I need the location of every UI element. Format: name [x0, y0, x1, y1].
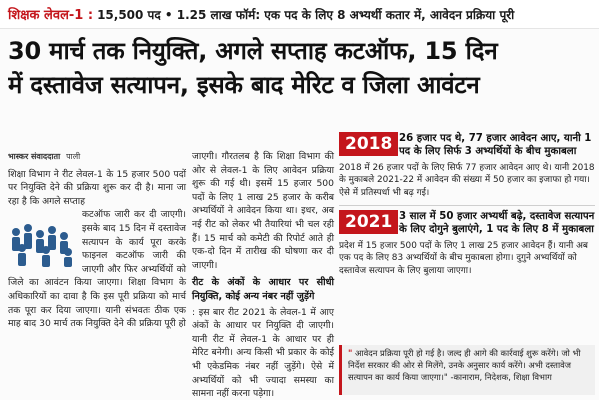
year-2021-body: प्रदेश में 15 हजार 500 पदों के लिए 1 लाख 25 हजार आवेदन हैं। यानी अब एक पद के लिए 83 अभ्यर्थियों के बीच मुकाबला होगा। दुगुने अभ्यर्थियों को दस्तावेज सत्यापन के लिए बुलाया जाएगा। [339, 241, 588, 276]
article-column-left [8, 150, 186, 395]
top-strip [0, 0, 599, 29]
year-box-2021 [339, 210, 595, 338]
year-badge-2018: 2018 [339, 132, 398, 156]
article-paragraph-2: कटऑफ जारी कर दी जाएगी। इसके बाद 15 दिन में दस्तावेज सत्यापन के कार्य पूरा करके फाइनल कटऑफ जारी की जाएगी और फिर अभ्यर्थियों को जिले का आवंटन किया जाएगा। शिक्षा विभाग के अधिकारियों का दावा है कि इस पूरी प्रक्रिया को मार्च तक पूरा कर दिया जाएगा। यानी संभवतः ठीक एक माह बाद 30 मार्च तक नियुक्ति देने की प्रक्रिया पूरी हो [8, 209, 186, 330]
year-2018-body: 2018 में 26 हजार पदों के लिए सिर्फ 77 हजार आवेदन आए थे। यानी 2018 के मुकाबले 2021-22 में आवेदन की संख्या में 50 हजार का इजाफा हो गया। ऐसे में प्रतिस्पर्धा भी बढ़ गई। [339, 163, 595, 198]
year-box-2018 [339, 132, 595, 206]
byline [8, 150, 186, 164]
year-badge-2021: 2021 [339, 210, 398, 234]
year-2021-heading: 3 साल में 50 हजार अभ्यर्थी बढ़े, दस्तावेज सत्यापन के लिए दोगुने बुलाएंगे, 1 पद के लिए 8 में मुकाबला [399, 211, 595, 235]
article-column-middle [192, 150, 334, 400]
director-quote [339, 345, 595, 395]
article-paragraph-1: शिक्षा विभाग ने रीट लेवल-1 के 15 हजार 500 पदों पर नियुक्ति देने की प्रक्रिया शुरू कर दी है। माना जा रहा है कि अगले सप्ताह [8, 168, 186, 207]
year-2018-heading: 26 हजार पद थे, 77 हजार आवेदन आए, यानी 1 पद के लिए सिर्फ 3 अभ्यर्थियों के बीच मुकाबला [399, 133, 592, 157]
sub-heading: रीट के अंकों के आधार पर सीधी नियुक्ति, कोई अन्य नंबर नहीं जुड़ेंगे [192, 277, 334, 302]
dateline-place: पाली [66, 152, 81, 161]
article-paragraph-4: : इस बार रीट 2021 के लेवल-1 में आए अंकों के आधार पर नियुक्ति दी जाएगी। यानी रीट में लेवल-1 के आधार पर ही मेरिट बनेगी। अन्य किसी भी प्रकार के कोई भी एकेडमिक नंबर नहीं जुड़ेंगे। ऐसे में अभ्यर्थियों को भी ज्यादा समस्या का सामना नहीं करना पड़ेगा। [192, 306, 334, 400]
crowd-pictogram [8, 210, 76, 268]
strip-lead: शिक्षक लेवल-1 : [8, 8, 94, 23]
divider [339, 205, 595, 206]
headline [8, 34, 593, 102]
strip-text: 15,500 पद • 1.25 लाख फॉर्म: एक पद के लिए 8 अभ्यर्थी कतार में, आवेदन प्रक्रिया पूरी [97, 7, 515, 22]
headline-line-1: 30 मार्च तक नियुक्ति, अगले सप्ताह कटऑफ, 15 दिन [8, 37, 498, 65]
reporter-name: भास्कर संवाददाता [8, 152, 61, 161]
quote-text: आवेदन प्रक्रिया पूरी हो गई है। जल्द ही आगे की कार्रवाई शुरू करेंगे। जो भी निर्देश सरकार की ओर से मिलेंगे, उनके अनुसार कार्य करेंगे। अभी दस्तावेज सत्यापन का कार्य किया जाएगा।" -कानाराम, निदेशक, शिक्षा विभाग [348, 348, 581, 382]
headline-line-2: में दस्तावेज सत्यापन, इसके बाद मेरिट व जिला आवंटन [8, 71, 480, 99]
people-icon [8, 212, 76, 268]
article-paragraph-3: जाएगी। गौरतलब है कि शिक्षा विभाग की ओर से लेवल-1 के लिए आवेदन प्रक्रिया शुरू की गई थी। इसमें 15 हजार 500 पदों के लिए 1 लाख 25 हजार के करीब अभ्यर्थियों ने आवेदन किया था। इधर, अब नई रीट को लेकर भी तैयारियां भी चल रही हैं। 15 मार्च को कमेटी की रिपोर्ट आते ही एक-दो दिन में तारीख की घोषणा कर दी जाएगी। [192, 151, 334, 271]
quote-mark: " [348, 348, 353, 358]
